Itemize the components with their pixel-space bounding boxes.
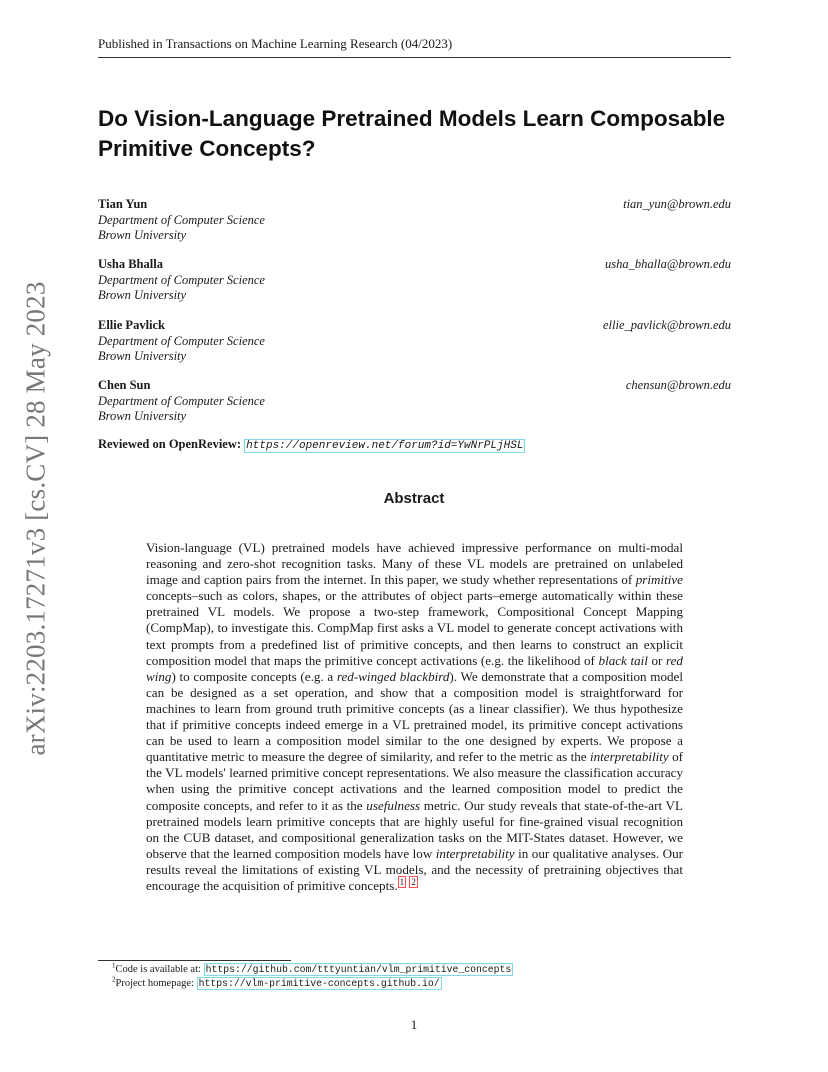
reviewed-label: Reviewed on OpenReview: [98,437,242,451]
paper-title: Do Vision-Language Pretrained Models Learn Composable Primitive Concepts? [98,106,726,161]
author-block [98,318,731,365]
author-block [98,197,731,244]
author-department: Department of Computer Science [98,333,265,348]
footnote-1: $^1$Code is available at: https://github.com/tttyuntian/vlm_primitive_concepts [112,961,512,975]
author-email[interactable]: tian_yun@brown.edu [623,197,731,211]
author-email[interactable]: chensun@brown.edu [625,378,731,392]
author-name: Chen Sun [98,378,151,392]
author-university: Brown University [98,288,187,302]
footnote-ref-2[interactable]: 2 [411,876,416,887]
author-block [98,257,731,304]
journal-header: Published in Transactions on Machine Learning Research (04/2023) [98,36,731,58]
arxiv-stamp [16,278,56,758]
author-name: Usha Bhalla [98,257,163,271]
author-department: Department of Computer Science [98,272,265,287]
openreview-link[interactable]: https://openreview.net/forum?id=YwNrPLjHSL [246,440,524,452]
footnote-divider [98,960,291,961]
author-email[interactable]: ellie_pavlick@brown.edu [602,318,731,332]
author-email[interactable]: usha_bhalla@brown.edu [605,257,731,271]
author-university: Brown University [98,349,187,363]
page-number: 1 [410,1017,418,1032]
footnote-2: $^2$Project homepage: https://vlm-primitive-concepts.github.io/ [112,975,440,989]
author-university: Brown University [98,228,187,242]
footnote-ref-1[interactable]: 1 [399,876,405,887]
author-block [98,378,731,425]
arxiv-stamp-text: arXiv:2203.17271v3 [cs.CV] 28 May 2023 [20,280,51,756]
code-link[interactable]: https://github.com/tttyuntian/vlm_primitive_concepts [205,964,512,975]
project-link[interactable]: https://vlm-primitive-concepts.github.io/ [198,978,440,989]
reviewed-line [98,437,525,452]
author-name: Ellie Pavlick [98,318,166,332]
abstract-heading: Abstract [383,490,445,507]
abstract-body: Vision-language (VL) pretrained models have achieved impressive performance on multi-modal reasoning and zero-shot recognition tasks. Many of these VL models are pretrained on unlabeled image and caption pairs from the internet. In this paper, we study whether representations of primitive concepts–such as colors, shapes, or the attributes of object parts–emerge automatically within these pretrained VL models. We propose a two-step framework, Compositional Concept Mapping (CompMap), to investigate this. CompMap first asks a VL model to generate concept activations with text prompts from a predefined list of primitive concepts, and then learns to construct an explicit composition model that maps the primitive concept activations (e.g. the likelihood of black tail or red wing) to composite concepts (e.g. a red-winged blackbird). We demonstrate that a composition model can be designed as a set operation, and show that a composition model is straightforward for machines to learn from ground truth primitive concepts (as a linear classifier). We thus hypothesize that if primitive concepts indeed emerge in a VL pretrained model, its primitive concept activations can be used to learn a composition model similar to the one designed by experts. We propose a quantitative metric to measure the degree of similarity, and refer to the metric as the interpretability of the VL models' learned primitive concept representations. We also measure the classification accuracy when using the primitive concept activations and the learned composition model to predict the composite concepts, and refer to it as the usefulness metric. Our study reveals that state-of-the-art VL pretrained models learn primitive concepts that are highly useful for fine-grained visual recognition on the CUB dataset, and compositional generalization tasks on the MIT-States dataset. However, we observe that the learned composition models have low interpretability in our qualitative analyses. Our results reveal the limitations of existing VL models, and the necessity of pretraining objectives that encourage the acquisition of primitive concepts. $^1$ $^2$ [146,540,683,893]
author-department: Department of Computer Science [98,393,265,408]
author-department: Department of Computer Science [98,212,265,227]
author-name: Tian Yun [98,197,148,211]
author-university: Brown University [98,409,187,423]
